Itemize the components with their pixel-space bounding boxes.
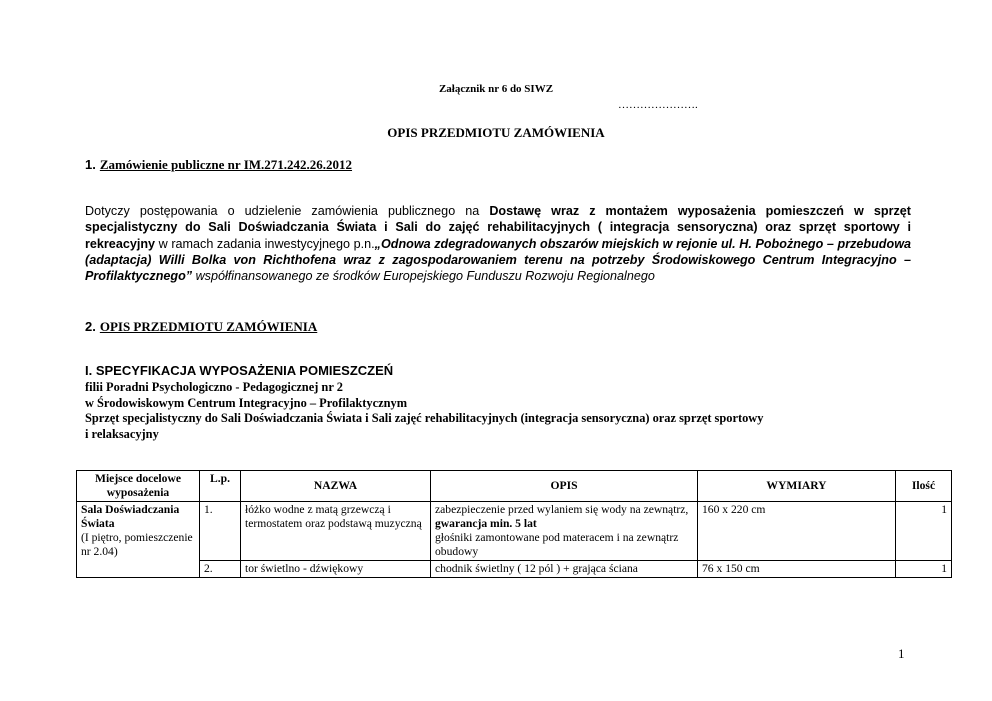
- equipment-table: [76, 470, 952, 578]
- row-dims: 160 x 220 cm: [698, 502, 896, 561]
- row-lp: 2.: [200, 561, 241, 578]
- header-lp: L.p.: [200, 471, 241, 502]
- spec-line-4: i relaksacyjny: [85, 426, 159, 441]
- row-lp: 1.: [200, 502, 241, 561]
- document-title: OPIS PRZEDMIOTU ZAMÓWIENIA: [387, 125, 605, 140]
- page-number: 1: [898, 646, 905, 661]
- spec-heading: I. SPECYFIKACJA WYPOSAŻENIA POMIESZCZEŃ: [85, 363, 394, 378]
- row-qty: 1: [896, 502, 952, 561]
- section-1-number: 1.: [85, 157, 96, 172]
- place-detail: (I piętro, pomieszczenie nr 2.04): [81, 531, 193, 558]
- row-desc-c: głośniki zamontowane pod materacem i na zewnątrz obudowy: [435, 531, 679, 558]
- header-desc: OPIS: [431, 471, 698, 502]
- table-row: [77, 561, 952, 578]
- row-desc: chodnik świetlny ( 12 pól ) + grająca ściana: [431, 561, 698, 578]
- spec-line-2: w Środowiskowym Centrum Integracyjno – Profilaktycznym: [85, 395, 408, 410]
- spec-subheading: [85, 380, 763, 442]
- spec-line-3: Sprzęt specjalistyczny do Sali Doświadczania Świata i Sali zajęć rehabilitacyjnych (integracja sensoryczna) oraz sprzęt sportowy: [85, 411, 764, 426]
- description-paragraph: [85, 203, 911, 284]
- section-2-text: OPIS PRZEDMIOTU ZAMÓWIENIA: [99, 319, 318, 334]
- para-bold-italic-1: „Odnowa zdegradowanych obszarów miejskich w rejonie ul. H. Pobożnego – przebudowa (adaptacja) Willi Bolka von Richthofena wraz z zagospodarowaniem terenu na potrzeby Środowiskowego Centrum Integracyjno – Profilaktycznego”: [85, 236, 911, 284]
- annex-label: Załącznik nr 6 do SIWZ: [438, 83, 554, 95]
- row-desc: [431, 502, 698, 561]
- header-name: NAZWA: [241, 471, 431, 502]
- section-2-number: 2.: [85, 319, 96, 334]
- row-qty: 1: [896, 561, 952, 578]
- table-row: [77, 502, 952, 561]
- para-bold-1: Dostawę wraz z montażem wyposażenia pomieszczeń w sprzęt specjalistyczny do Sali Doświadczania Świata i Sali do zajęć rehabilitacyjnych ( integracja sensoryczna) oraz sprzęt sportowy i rekreacyjny: [85, 204, 911, 251]
- section-2-heading: [85, 318, 317, 336]
- para-italic-1: współfinansowanego ze środków Europejskiego Funduszu Rozwoju Regionalnego: [192, 269, 655, 284]
- row-dims: 76 x 150 cm: [698, 561, 896, 578]
- signature-dots: ………………….: [618, 99, 698, 111]
- header-dims: WYMIARY: [698, 471, 896, 502]
- place-name: Sala Doświadczania Świata: [81, 503, 180, 530]
- spec-line-1: filii Poradni Psychologiczno - Pedagogicznej nr 2: [85, 380, 343, 394]
- row-name: tor świetlno - dźwiękowy: [241, 561, 431, 578]
- header-qty: Ilość: [896, 471, 952, 502]
- row-desc-a: zabezpieczenie przed wylaniem się wody na zewnątrz,: [435, 503, 689, 516]
- para-text-1: Dotyczy postępowania o udzielenie zamówienia publicznego na: [85, 204, 490, 218]
- section-1-text: Zamówienie publiczne nr IM.271.242.26.2012: [99, 157, 353, 172]
- header-place: Miejsce docelowe wyposażenia: [77, 471, 200, 502]
- row-desc-b: gwarancja min. 5 lat: [435, 517, 537, 530]
- para-text-2: w ramach zadania inwestycyjnego p.n.: [155, 236, 375, 251]
- table-header-row: [77, 471, 952, 502]
- place-cell: [77, 502, 200, 578]
- section-1-heading: [85, 156, 352, 174]
- row-name: łóżko wodne z matą grzewczą i termostatem oraz podstawą muzyczną: [241, 502, 431, 561]
